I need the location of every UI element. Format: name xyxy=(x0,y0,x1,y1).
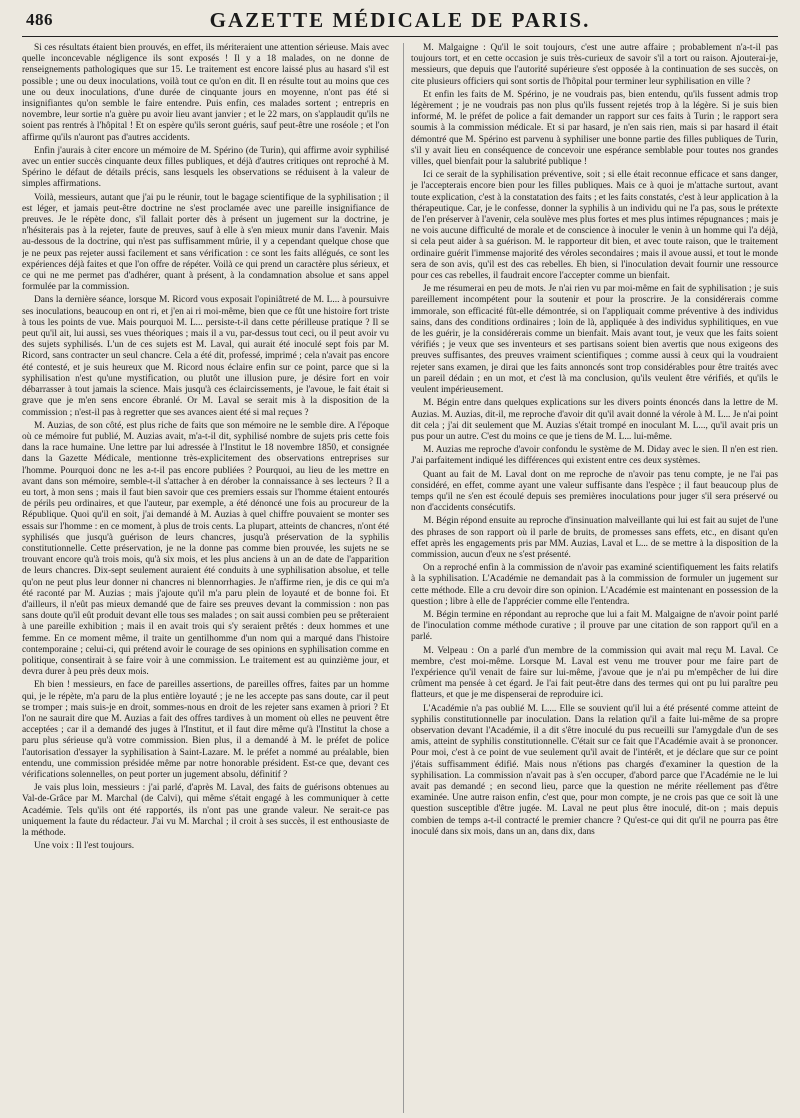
paragraph: M. Auzias me reproche d'avoir confondu le système de M. Diday avec le sien. Il n'en est rien. J'ai parfaitement indiqué les différences qui existent entre ces deux systèmes. xyxy=(411,445,778,467)
paragraph: M. Bégin termine en répondant au reproche que lui a fait M. Malgaigne de n'avoir point parlé de l'inoculation comme méthode curative ; il prouve par une citation de son rapport qu'il en a parlé. xyxy=(411,609,778,643)
page-header xyxy=(22,6,778,37)
paragraph: Je vais plus loin, messieurs : j'ai parlé, d'après M. Laval, des faits de guérisons obtenues au Val-de-Grâce par M. Marchal (de Calvi), qui même s'était engagé à les communiquer à cette Académie. Tels qu'ils ont été rapportés, ils n'ont pas une grande valeur. Ne serait-ce pas uniquement la faute du rédacteur. J'ai vu M. Marchal ; il croit à ses succès, il est enthousiaste de la méthode. xyxy=(22,783,389,839)
paragraph: M. Auzias, de son côté, est plus riche de faits que son mémoire ne le semble dire. A l'époque où ce mémoire fut publié, M. Auzias avait, m'a-t-il dit, syphilisé nombre de sujets pris cette fois dans la race humaine. Une lettre par lui adressée à l'Institut le 18 novembre 1850, et consignée dans la Gazette Médicale, mentionne très-explicitement des observations entreprises sur l'homme. Pourquoi donc ne les a-t-il pas encore publiées ? Pourquoi, au lieu de les mettre en avant dans son mémoire, semble-t-il s'attacher à en dérober la connaissance à ses lecteurs ? Il a eu tort, à mon sens ; mais il faut bien savoir que ces premiers essais sur l'homme étaient entourés de périls peu ordinaires, et que l'auteur, par exemple, a été dénoncé une fois au procureur de la République. Quoi qu'il en soit, j'ai demandé à M. Auzias à quel chiffre pouvaient se monter ses essais sur l'homme : en ce moment, à plus de trois cents. La plupart, atteints de chancres, n'ont été syphilisés que jusqu'à guérison de leurs chancres, jusqu'à préservation de la syphilis constitutionnelle. Cette préservation, je ne la donne pas comme bien prouvée, les sujets ne se trouvant encore qu'à trois mois, qu'à six mois, et les plus anciens à un an de date de l'apparition de leurs chancres. Dix-sept seulement auraient été conduits à une syphilisation absolue, et telle qu'on ne peut plus leur donner ni chancres ni blennorrhagies. Je n'affirme rien, je dis ce qui m'a été raconté par M. Auzias ; mais j'ajoute qu'il m'a paru plein de loyauté et de bonne foi. Et d'ailleurs, il n'eût pas mieux demandé que de faire ses preuves devant la commission : non pas sans doute qu'il eût produit devant elle tous ses malades ; on sait aussi combien peu se prêteraient à une pareille exhibition ; mais il en avait trois qui s'y seraient prêtés : deux hommes et une femme. En ce moment même, il traite un gentilhomme d'un nom qui a marqué dans l'histoire contemporaine ; celui-ci, qui prétend avoir le courage de ses opinions en syphilisation comme en politique, consentirait à se faire voir à une commission. Le traitement est au quinzième jour, et devra durer à peu près deux mois. xyxy=(22,420,389,678)
right-column xyxy=(403,43,778,1113)
paragraph: Et enfin les faits de M. Spérino, je ne voudrais pas, bien entendu, qu'ils fussent admis trop légèrement ; je ne voudrais pas non plus qu'ils fussent rejetés trop à la légère. Si je suis bien informé, M. le préfet de police a fait demander un rapport sur ces faits à Turin ; le rapport sera soumis à la commission médicale. Et si par hasard, je n'en sais rien, mais si par hasard il était démontré que M. Spérino est parvenu à syphiliser une bonne partie des filles publiques de Turin, s'il y avait lieu en conséquence de concevoir une espérance semblable pour toutes nos grandes villes, quel bienfait pour la salubrité publique ! xyxy=(411,89,778,168)
paragraph: Dans la dernière séance, lorsque M. Ricord vous exposait l'opiniâtreté de M. L... à poursuivre ses inoculations, beaucoup en ont ri, et j'en ai ri moi-même, bien que ce fût une histoire fort triste à tous les points de vue. Mais pourquoi M. L... persiste-t-il dans cette périlleuse pratique ? Il se peut qu'il ait, lui aussi, ses vues théoriques ; mais il a vu, par-dessus tout ceci, ou il peut avoir vu des sujets syphilisés. L'un de ces sujets est M. Laval, qui aurait été inoculé sept fois par M. Ricord, sans contracter un seul chancre. Cela a été dit, professé, imprimé ; cela n'avait pas encore été contesté, et je suis heureux que M. Ricord nous éclaire enfin sur ce point, parce que si la syphilisation n'est qu'une mystification, ou plutôt une illusion pure, je désire fort en voir débarrasser à tout jamais la science. Mais jusqu'à ces éclaircissements, je l'avoue, le fait était si grave que je m'en sens encore ébranlé. Or M. Laval se serait mis à la disposition de la commission ; n'est-il pas à regretter que ses avances aient été si mal reçues ? xyxy=(22,295,389,418)
page-number: 486 xyxy=(26,10,53,29)
paragraph: Enfin j'aurais à citer encore un mémoire de M. Spérino (de Turin), qui affirme avoir syphilisé avec un entier succès cinquante deux filles publiques, et déjà d'autres critiques ont reproché à M. Spérino le défaut de détails précis, sans lesquels les observations se réduisent à la valeur de simples affirmations. xyxy=(22,145,389,190)
paragraph: L'Académie n'a pas oublié M. L.... Elle se souvient qu'il lui a été présenté comme atteint de syphilis constitutionnelle par inoculation. Dans la relation qu'il a faite lui-même de sa propre observation devant l'Académie, il a dit s'être inoculé du pus recueilli sur l'amygdale d'un de ses amis, atteint de syphilis constitutionnelle. C'était sur ce fait que l'Académie avait à se prononcer. Pour moi, c'est à ce point de vue seulement qu'il avait de l'intérêt, et je déclare que sur ce point j'étais suffisamment édifié. Mais nous n'étions pas chargés d'examiner la question de la syphilisation. La commission n'avait pas à s'en occuper, d'abord parce que l'Académie ne le lui avait pas demandé ; en second lieu, parce que la question ne mérite réellement pas d'être examinée. Une autre raison enfin, c'est que, pour mon compte, je ne crois pas que ce soit là une question susceptible d'être jugée. M. Laval ne peut plus être inoculé, dit-on ; mais depuis combien de temps a-t-il contracté le premier chancre ? Qu'est-ce qui dit qu'il ne pourra pas être inoculé dans six mois, dans un an, dans dix, dans xyxy=(411,703,778,837)
paragraph: Si ces résultats étaient bien prouvés, en effet, ils mériteraient une attention sérieuse. Mais avec quelle inconcevable négligence ils sont exposés ! Il y a 18 malades, on ne donne de renseignements pathologiques que sur 15. Le traitement est encore laissé plus au hasard s'il est possible ; une ou deux inoculations, voilà tout ce qu'on en dit. Il en résulte tout au moins que ces une ou deux inoculations, d'une durée de cinquante jours en moyenne, n'ont pas été si insignifiantes qu'on semble le faire entendre. Puis enfin, ces malades sortent ; entrepris en novembre, leur sortie n'a guère pu avoir lieu avant janvier ; et le 22 mars, on s'applaudit qu'ils ne soient pas rentrés à l'hôpital ! Et on espère qu'ils seront guéris, sauf peut-être une roséole ; et l'on affirme qu'ils n'auront pas d'autres accidents. xyxy=(22,43,389,143)
journal-title: GAZETTE MÉDICALE DE PARIS. xyxy=(209,8,591,32)
paragraph: Voilà, messieurs, autant que j'ai pu le réunir, tout le bagage scientifique de la syphilisation ; il est léger, et jamais peut-être doctrine ne s'est proclamée avec une pareille insignifiance de preuves. Je le répète donc, s'il fallait porter dès à présent un jugement sur la doctrine, je n'hésiterais pas à la rejeter, faute de preuves, sauf à elle à s'en mieux munir dans l'avenir. Mais au-dessous de la doctrine, qui n'est pas suffisamment mûrie, il y a cependant quelque chose que je ne peux pas rejeter aussi facilement et sans vérification : ce sont les faits allégués, ce sont les expériences déjà faites et que l'on offre de répéter. Voilà ce qui prend un caractère plus sérieux, et ce qui ne me permet pas d'adhérer, quant à présent, à la condamnation absolue et sans appel formulée par la commission. xyxy=(22,192,389,293)
paragraph: On a reproché enfin à la commission de n'avoir pas examiné scientifiquement les faits relatifs à la syphilisation. L'Académie ne demandait pas à la commission de formuler un jugement sur cette méthode. Elle a cru devoir dire son opinion. L'Académie est maintenant en possession de la question ; libre à elle de l'apprécier comme elle l'entendra. xyxy=(411,563,778,607)
paragraph: M. Bégin répond ensuite au reproche d'insinuation malveillante qui lui est fait au sujet de l'une des phrases de son rapport où il parle de bruits, de promesses sans effets, etc., en disant qu'en effet après les engagements pris par MM. Auzias, Laval et L... de se mettre à la disposition de la commission, aucun d'eux ne s'est présenté. xyxy=(411,516,778,560)
paragraph: M. Velpeau : On a parlé d'un membre de la commission qui avait mal reçu M. Laval. Ce membre, c'est moi-même. Lorsque M. Laval est venu me trouver pour me faire part de l'expérience qu'il venait de faire sur lui-même, j'avoue que je n'ai pu m'empêcher de lui dire crûment ma pensée à cet égard. Je l'ai fait peut-être dans des termes qui ont pu lui paraître peu flatteurs, et que je me dispenserai de reproduire ici. xyxy=(411,645,778,701)
paragraph: Eh bien ! messieurs, en face de pareilles assertions, de pareilles offres, faites par un homme qui, je le répète, m'a paru de la plus entière loyauté ; je ne les accepte pas sans doute, car il peut se tromper ; mais suis-je en droit, sommes-nous en droit de les rejeter sans examen à priori ? Et l'on ne saurait dire que M. Auzias a fait des offres tardives à un moment où elles ne peuvent être acceptées ; car il a demandé des juges à l'Institut, et il faut dire même qu'à l'Institut la chose a paru plus sérieuse qu'à votre commission. Bien plus, il a demandé à M. le préfet de police l'autorisation d'essayer la syphilisation à Saint-Lazare. M. le préfet a nommé au préalable, bien entendu, une commission présidée même par notre honorable président. Est-ce que, devant ces vérifications solennelles, on peut porter un jugement absolu, définitif ? xyxy=(22,680,389,780)
left-column xyxy=(22,43,389,1113)
paragraph: M. Malgaigne : Qu'il le soit toujours, c'est une autre affaire ; probablement n'a-t-il pas toujours tort, et en cette occasion je suis très-curieux de savoir s'il a tort ou raison. Ajouterai-je, messieurs, que depuis que l'autorité supérieure s'est opposée à la continuation de ses succès, on cite plusieurs officiers qui sont sortis de l'hôpital pour terminer leur syphilisation en ville ? xyxy=(411,43,778,87)
paragraph: Quant au fait de M. Laval dont on me reproche de n'avoir pas tenu compte, je ne l'ai pas considéré, en effet, comme ayant une valeur suffisante dans l'espèce ; il faut beaucoup plus de temps qu'il ne s'en est écoulé depuis ses premières inoculations pour juger s'il sera préservé ou non d'accidents consécutifs. xyxy=(411,469,778,514)
paragraph: Je me résumerai en peu de mots. Je n'ai rien vu par moi-même en fait de syphilisation ; je suis pareillement incompétent pour la soutenir et pour la proscrire. Je la considérerais comme immorale, son efficacité fût-elle démontrée, si on l'appliquait comme préventive à des individus sains, dans des conditions ordinaires ; loin de là, appliquée à des individus syphilitiques, en vue de les guérir, je la considérerais comme un bienfait. Mais avant tout, je veux que les faits soient vérifiés ; je veux que ses inventeurs et ses partisans soient bien avertis que nous exigeons des preuves suffisantes, des preuves vraiment scientifiques ; comme aussi à ceux qui la voudraient rejeter sans examen, je dirai que les faits annoncés sont trop considérables pour être traités avec un pareil dédain ; en un mot, et c'est là ma conclusion, qu'ils veulent être vérifiés, et qu'ils le veulent impérieusement. xyxy=(411,284,778,396)
paragraph: Une voix : Il l'est toujours. xyxy=(34,841,135,852)
article-body xyxy=(22,43,778,1113)
paragraph: M. Bégin entre dans quelques explications sur les divers points énoncés dans la lettre de M. Auzias. M. Auzias, dit-il, me reproche d'avoir dit qu'il avait donné la vérole à M. L... Je n'ai point dit cela ; j'ai dit seulement que M. Auzias s'était trompé en inoculant M. L..., qu'il avait pris un pus pour un autre. C'est du moins ce que je tiens de M. L... lui-même. xyxy=(411,398,778,442)
paragraph: Ici ce serait de la syphilisation préventive, soit ; si elle était reconnue efficace et sans danger, je l'accepterais encore bien pour les filles publiques. Mais ce à quoi je m'attache surtout, avant toute explication, c'est à la constatation des faits ; et les faits constatés, c'est à leur application à la thérapeutique. Car, je le confesse, donner la syphilis à un individu qui ne l'a pas, sous le prétexte de l'en préserver à l'avenir, cela soulève mes plus fortes et mes plus intimes répugnances ; mais je ne vois aucune difficulté de morale et de conscience à inoculer le venin à un homme qui l'a déjà, si cela peut aider à sa guérison. M. le rapporteur dit bien, et avec toute raison, que le traitement ordinaire guérit l'immense majorité des véroles secondaires ; mais il avoue aussi, et tout le monde sera de son avis, qu'il est des cas rebelles. Eh bien, si l'inoculation devait fournir une ressource pour ces cas rebelles, il faudrait encore l'accepter comme un bienfait. xyxy=(411,170,778,282)
